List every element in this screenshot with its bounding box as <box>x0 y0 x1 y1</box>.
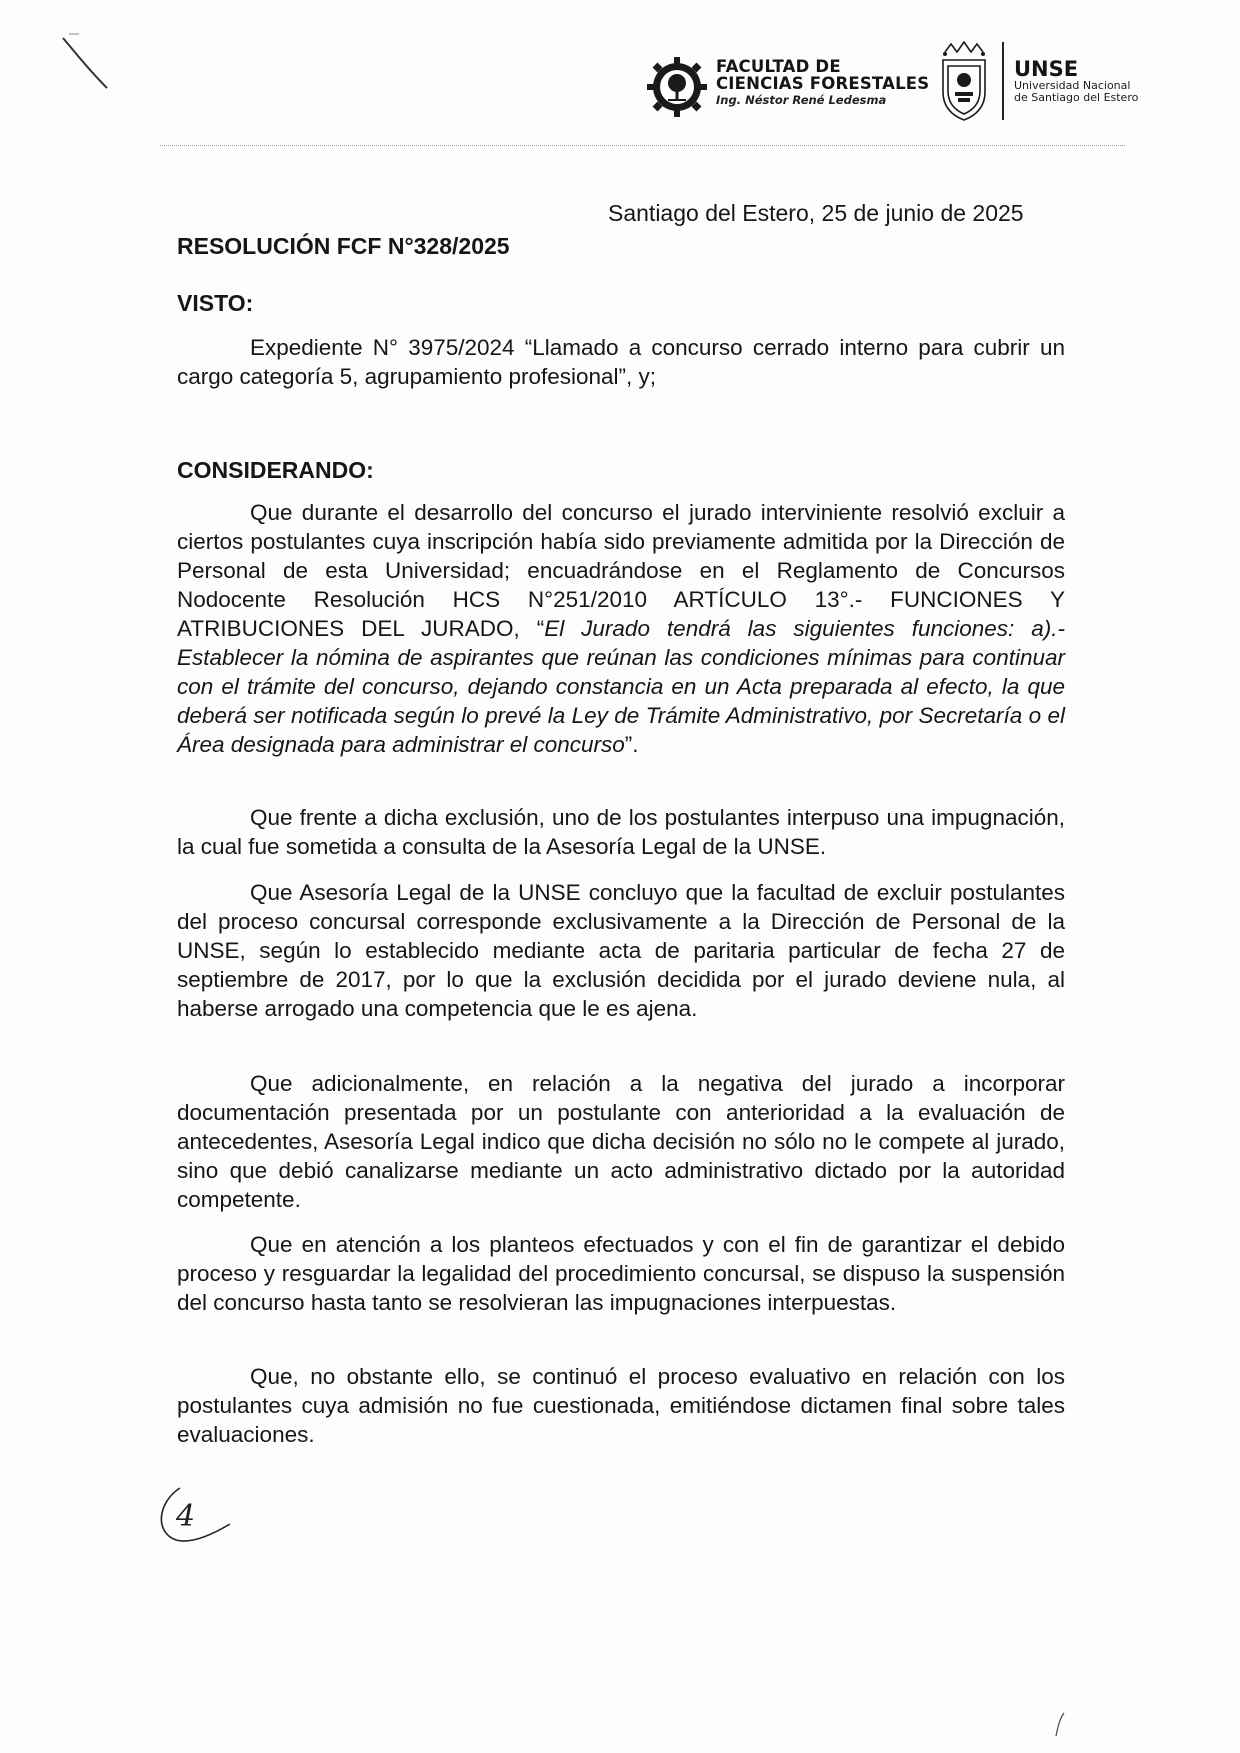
handwritten-page-initial <box>150 1480 240 1550</box>
considerando-paragraph-4: Que adicionalmente, en relación a la negativa del jurado a incorporar documentación presentada por un postulante con anterioridad a la evaluación de antecedentes, Asesoría Legal indico que dicha decisión no sólo no le compete al jurado, sino que debió canalizarse mediante un acto administrativo dictado por la autoridad competente. <box>177 1071 1065 1212</box>
resolution-number: RESOLUCIÓN FCF N°328/2025 <box>177 233 510 259</box>
page-initial-text: 4 <box>176 1499 196 1534</box>
faculty-name-block <box>716 58 929 106</box>
header-rule <box>160 145 1125 146</box>
considerando-paragraph-5: Que en atención a los planteos efectuados y con el fin de garantizar el debido proceso y resguardar la legalidad del procedimiento concursal, se dispuso la suspensión del concurso hasta tanto se resolvieran las impugnaciones interpuestas. <box>177 1232 1065 1315</box>
paragraph-1-end: ”. <box>624 732 639 757</box>
faculty-name-line1: FACULTAD DE <box>716 57 841 76</box>
fcf-gear-tree-logo <box>646 56 708 118</box>
university-name-block <box>1014 58 1138 103</box>
considerando-paragraph-3: Que Asesoría Legal de la UNSE concluyo que la facultad de excluir postulantes del proceso concursal corresponde exclusivamente a la Dirección de Personal de la UNSE, según lo establecido mediante acta de paritaria particular de fecha 27 de septiembre de 2017, por lo que la exclusión decidida por el jurado deviene nula, al haberse arrogado una competencia que le es ajena. <box>177 880 1065 1021</box>
visto-heading: VISTO: <box>177 290 254 316</box>
considerando-heading: CONSIDERANDO: <box>177 457 374 483</box>
header-divider <box>1002 42 1004 120</box>
considerando-paragraph-6: Que, no obstante ello, se continuó el proceso evaluativo en relación con los postulantes cuya admisión no fue cuestionada, emitiéndose dictamen final sobre tales evaluaciones. <box>177 1364 1065 1447</box>
university-acronym: UNSE <box>1014 57 1079 81</box>
faculty-name-line2: CIENCIAS FORESTALES <box>716 74 930 94</box>
unse-seal-icon <box>935 40 993 126</box>
document-date: Santiago del Estero, 25 de junio de 2025 <box>608 200 1024 226</box>
pen-tick-mark <box>1050 1710 1070 1740</box>
letterhead <box>640 40 1140 130</box>
pen-stroke-mark <box>55 30 125 100</box>
faculty-subtitle: Ing. Néstor René Ledesma <box>716 92 887 107</box>
paragraph-1-quote: El Jurado tendrá las siguientes funciones: a).- Establecer la nómina de aspirantes que reúnan las condiciones mínimas para continuar con el trámite del concurso, dejando constancia en un Acta preparada al efecto, la que deberá ser notificada según lo prevé la Ley de Trámite Administrativo, por Secretaría o el Área designada para administrar el concurso <box>177 616 1065 757</box>
visto-paragraph: Expediente N° 3975/2024 “Llamado a concurso cerrado interno para cubrir un cargo categoría 5, agrupamiento profesional”, y; <box>177 335 1065 389</box>
university-name-line2: de Santiago del Estero <box>1014 90 1139 104</box>
considerando-paragraph-1 <box>177 498 1065 759</box>
paragraph-1-text: Que durante el desarrollo del concurso el jurado interviniente resolvió excluir a ciertos postulantes cuya inscripción había sido previamente admitida por la Dirección de Personal de esta Universidad; encuadrándose en el Reglamento de Concursos Nodocente Resolución HCS N°251/2010 ARTÍCULO 13°.- FUNCIONES Y ATRIBUCIONES DEL JURADO, “ <box>177 500 1065 641</box>
university-name-line1: Universidad Nacional <box>1014 79 1131 93</box>
considerando-paragraph-2: Que frente a dicha exclusión, uno de los postulantes interpuso una impugnación, la cual fue sometida a consulta de la Asesoría Legal de la UNSE. <box>177 805 1065 859</box>
